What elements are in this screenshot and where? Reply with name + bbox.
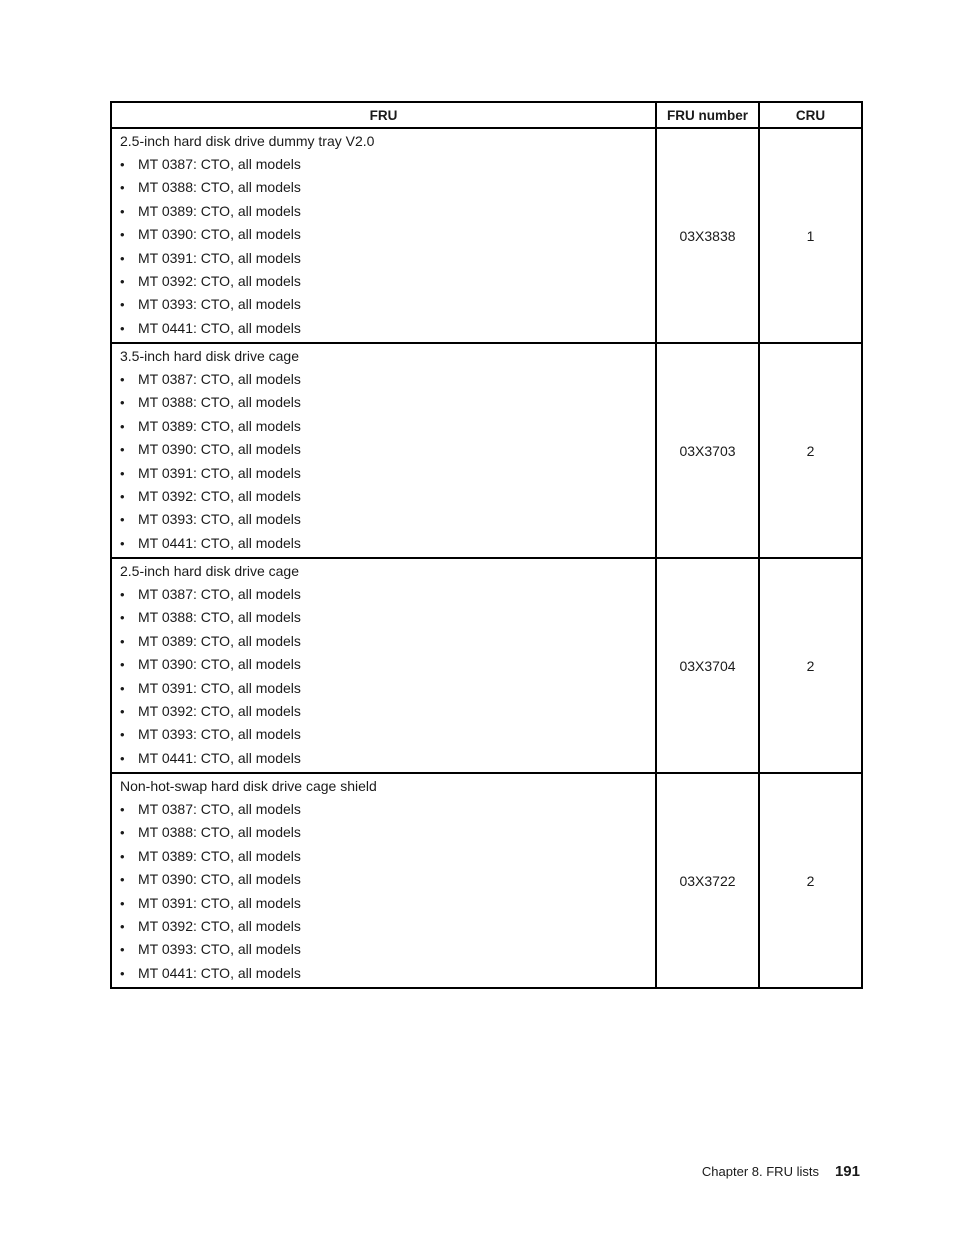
bullet-icon: • <box>120 680 125 696</box>
list-item <box>120 200 655 223</box>
model-text: MT 0441: CTO, all models <box>138 534 301 551</box>
model-text: MT 0390: CTO, all models <box>138 441 301 458</box>
page-number: 191 <box>834 1163 860 1180</box>
list-item <box>120 868 655 891</box>
bullet-icon: • <box>120 418 125 434</box>
fru-table <box>110 101 863 989</box>
table-body <box>111 128 862 988</box>
list-item <box>120 653 655 676</box>
bullet-icon: • <box>120 703 125 719</box>
model-text: MT 0391: CTO, all models <box>138 464 301 481</box>
model-list <box>120 368 655 555</box>
model-text: MT 0389: CTO, all models <box>138 632 301 649</box>
bullet-icon: • <box>120 488 125 504</box>
list-item <box>120 293 655 316</box>
fru-number-cell: 03X3722 <box>656 773 759 988</box>
fru-name: 3.5-inch hard disk drive cage <box>120 348 299 364</box>
list-item <box>120 723 655 746</box>
model-text: MT 0393: CTO, all models <box>138 296 301 313</box>
list-item <box>120 630 655 653</box>
list-item <box>120 962 655 985</box>
fru-name: Non-hot-swap hard disk drive cage shield <box>120 778 377 794</box>
list-item <box>120 368 655 391</box>
bullet-icon: • <box>120 727 125 743</box>
list-item <box>120 247 655 270</box>
fru-description-cell <box>111 128 656 343</box>
header-fru-number: FRU number <box>656 102 759 128</box>
bullet-icon: • <box>120 372 125 387</box>
fru-name: 2.5-inch hard disk drive dummy tray V2.0 <box>120 133 375 149</box>
model-text: MT 0393: CTO, all models <box>138 941 301 958</box>
bullet-icon: • <box>120 442 125 458</box>
list-item <box>120 462 655 485</box>
list-item <box>120 606 655 629</box>
list-item <box>120 391 655 414</box>
model-text: MT 0441: CTO, all models <box>138 319 301 336</box>
model-text: MT 0393: CTO, all models <box>138 726 301 743</box>
bullet-icon: • <box>120 512 125 528</box>
bullet-icon: • <box>120 273 125 289</box>
model-text: MT 0387: CTO, all models <box>138 156 301 172</box>
list-item <box>120 153 655 176</box>
bullet-icon: • <box>120 872 125 888</box>
bullet-icon: • <box>120 297 125 313</box>
table-row <box>111 128 862 343</box>
model-text: MT 0391: CTO, all models <box>138 679 301 696</box>
model-text: MT 0389: CTO, all models <box>138 847 301 864</box>
model-text: MT 0441: CTO, all models <box>138 749 301 766</box>
bullet-icon: • <box>120 657 125 673</box>
fru-description-cell <box>111 773 656 988</box>
list-item <box>120 532 655 555</box>
bullet-icon: • <box>120 250 125 266</box>
model-text: MT 0389: CTO, all models <box>138 202 301 219</box>
model-text: MT 0392: CTO, all models <box>138 487 301 504</box>
bullet-icon: • <box>120 610 125 626</box>
list-item <box>120 700 655 723</box>
list-item <box>120 415 655 438</box>
table-row <box>111 343 862 558</box>
list-item <box>120 583 655 606</box>
list-item <box>120 915 655 938</box>
table-row <box>111 558 862 773</box>
list-item <box>120 485 655 508</box>
list-item <box>120 677 655 700</box>
model-text: MT 0388: CTO, all models <box>138 179 301 196</box>
fru-description-cell <box>111 558 656 773</box>
bullet-icon: • <box>120 157 125 172</box>
list-item <box>120 798 655 821</box>
list-item <box>120 176 655 199</box>
bullet-icon: • <box>120 180 125 196</box>
bullet-icon: • <box>120 535 125 551</box>
header-cru: CRU <box>759 102 862 128</box>
model-text: MT 0391: CTO, all models <box>138 894 301 911</box>
fru-description-cell <box>111 343 656 558</box>
list-item <box>120 821 655 844</box>
model-list <box>120 153 655 340</box>
model-text: MT 0393: CTO, all models <box>138 511 301 528</box>
list-item <box>120 223 655 246</box>
model-text: MT 0392: CTO, all models <box>138 702 301 719</box>
bullet-icon: • <box>120 918 125 934</box>
table-row <box>111 773 862 988</box>
bullet-icon: • <box>120 965 125 981</box>
model-text: MT 0389: CTO, all models <box>138 417 301 434</box>
list-item <box>120 845 655 868</box>
model-text: MT 0392: CTO, all models <box>138 272 301 289</box>
list-item <box>120 938 655 961</box>
bullet-icon: • <box>120 895 125 911</box>
bullet-icon: • <box>120 848 125 864</box>
model-text: MT 0387: CTO, all models <box>138 801 301 817</box>
model-text: MT 0390: CTO, all models <box>138 656 301 673</box>
bullet-icon: • <box>120 465 125 481</box>
chapter-title: Chapter 8. FRU lists <box>701 1164 819 1179</box>
fru-name: 2.5-inch hard disk drive cage <box>120 563 299 579</box>
bullet-icon: • <box>120 802 125 817</box>
bullet-icon: • <box>120 587 125 602</box>
list-item <box>120 747 655 770</box>
list-item <box>120 892 655 915</box>
model-text: MT 0390: CTO, all models <box>138 871 301 888</box>
cru-cell: 2 <box>759 773 862 988</box>
model-text: MT 0388: CTO, all models <box>138 824 301 841</box>
cru-cell: 1 <box>759 128 862 343</box>
bullet-icon: • <box>120 203 125 219</box>
bullet-icon: • <box>120 320 125 336</box>
list-item <box>120 317 655 340</box>
table-header-row <box>111 102 862 128</box>
model-text: MT 0387: CTO, all models <box>138 371 301 387</box>
list-item <box>120 508 655 531</box>
bullet-icon: • <box>120 395 125 411</box>
list-item <box>120 438 655 461</box>
bullet-icon: • <box>120 633 125 649</box>
fru-number-cell: 03X3704 <box>656 558 759 773</box>
model-list <box>120 583 655 770</box>
cru-cell: 2 <box>759 558 862 773</box>
model-text: MT 0388: CTO, all models <box>138 394 301 411</box>
fru-number-cell: 03X3838 <box>656 128 759 343</box>
header-fru: FRU <box>111 102 656 128</box>
model-text: MT 0441: CTO, all models <box>138 964 301 981</box>
model-text: MT 0392: CTO, all models <box>138 917 301 934</box>
model-text: MT 0390: CTO, all models <box>138 226 301 243</box>
fru-number-cell: 03X3703 <box>656 343 759 558</box>
list-item <box>120 270 655 293</box>
model-text: MT 0387: CTO, all models <box>138 586 301 602</box>
bullet-icon: • <box>120 942 125 958</box>
model-text: MT 0388: CTO, all models <box>138 609 301 626</box>
cru-cell: 2 <box>759 343 862 558</box>
model-text: MT 0391: CTO, all models <box>138 249 301 266</box>
bullet-icon: • <box>120 227 125 243</box>
bullet-icon: • <box>120 750 125 766</box>
page-footer <box>702 1163 860 1180</box>
model-list <box>120 798 655 985</box>
bullet-icon: • <box>120 825 125 841</box>
